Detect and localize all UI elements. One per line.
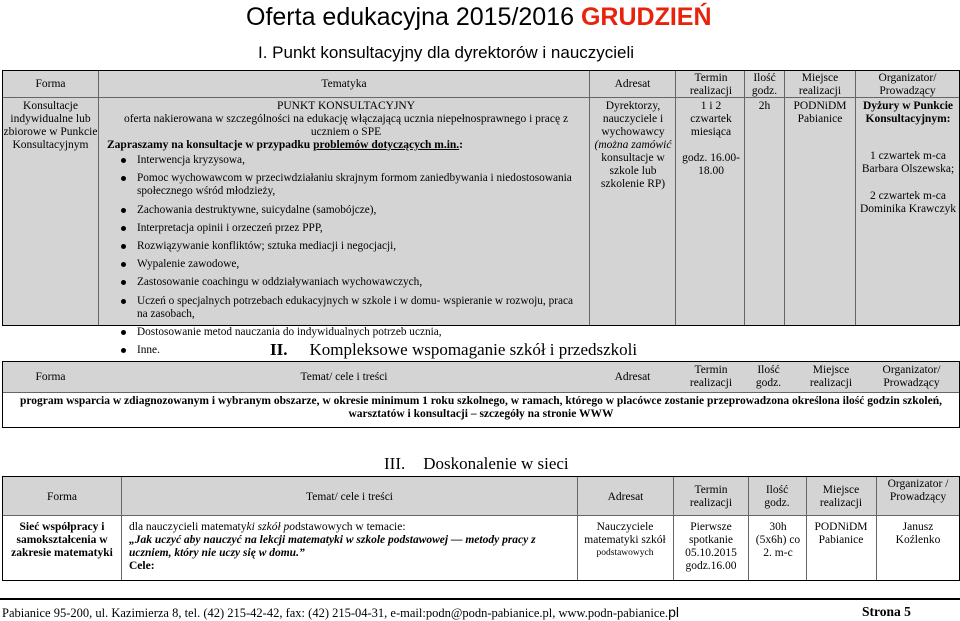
s2-header-temat: Temat/ cele i treści — [300, 371, 388, 383]
footer-address-end: pl — [668, 604, 679, 620]
s3-header-ilosc: Ilość godz. — [764, 484, 790, 509]
s2-header-termin: Termin realizacji — [689, 364, 733, 389]
s1-adresat — [593, 100, 673, 191]
s3-adresat-small: podstawowych — [596, 548, 654, 558]
s3-temat-italic: ki szkół po — [246, 521, 296, 533]
s1-termin — [681, 100, 741, 178]
s1-org-first: 1 czwartek m-ca Barbara Olszewska; — [861, 150, 955, 175]
s2-header-miejsce: Miejsce realizacji — [809, 364, 853, 389]
list-item: Wypalenie zawodowe, — [119, 258, 585, 271]
s3-header-temat: Temat/ cele i treści — [306, 491, 393, 503]
s1-termin-days: 1 i 2 czwartek miesiąca — [690, 100, 732, 138]
list-item: Inne. — [119, 344, 585, 357]
s2-header-ilosc: Ilość godz. — [755, 364, 782, 389]
s3-termin: Pierwsze spotkanie 05.10.2015 godz.16.00 — [685, 521, 737, 572]
s1-header-tematyka: Tematyka — [321, 78, 367, 90]
s1-adresat-italic: (można zamówić — [594, 139, 672, 151]
s3-temat-intro — [129, 521, 569, 534]
page-number: Strona 5 — [862, 604, 911, 619]
s3-heading-num: III. — [384, 454, 406, 473]
s3-temat-post: dstawowych w temacie: — [295, 521, 406, 533]
title-month: GRUDZIEŃ — [580, 3, 712, 31]
s1-adresat-main: Dyrektorzy, nauczyciele i wychowawcy — [601, 100, 665, 138]
section3-table — [2, 476, 960, 581]
s1-org-second: 2 czwartek m-ca Dominika Krawczyk — [859, 190, 957, 215]
list-item: Uczeń o specjalnych potrzebach edukacyjnych w szkole i w domu- wspieranie w rozwoju, praca na zasobach, — [119, 295, 585, 321]
invite-text: Zapraszamy na konsultacje w przypadku — [107, 139, 314, 151]
s1-miejsce: PODNiDM Pabianice — [793, 100, 847, 125]
list-item: Pomoc wychowawcom w przeciwdziałaniu skrajnym formom zaniedbywania i niedostosowania społecznego wśród młodzieży, — [119, 172, 585, 198]
s1-header-adresat: Adresat — [614, 78, 651, 90]
s3-header-termin: Termin realizacji — [689, 484, 733, 509]
s3-temat — [129, 521, 569, 573]
s2-heading-num: II. — [270, 340, 288, 359]
s1-forma: Konsultacje indywidualne lub zbiorowe w Punkcie Konsultacyjnym — [3, 100, 98, 151]
s2-header-adresat: Adresat — [614, 371, 651, 383]
s1-header-ilosc: Ilość godz. — [751, 72, 778, 97]
section1-heading: I. Punkt konsultacyjny dla dyrektorów i nauczycieli — [258, 43, 635, 62]
title-text: Oferta edukacyjna 2015/2016 — [246, 3, 581, 31]
s2-heading-text: Kompleksowe wspomaganie szkół i przedszkoli — [309, 340, 638, 359]
invite-colon: : — [459, 139, 464, 151]
s3-heading-text: Doskonalenie w sieci — [423, 454, 569, 473]
s1-tematyka — [107, 100, 585, 362]
s1-header-miejsce: Miejsce realizacji — [798, 72, 842, 97]
section3-heading — [384, 454, 569, 474]
list-item: Dostosowanie metod nauczania do indywidualnych potrzeb ucznia, — [119, 326, 585, 339]
footer-address-text: Pabianice 95-200, ul. Kazimierza 8, tel. (42) 215-42-42, fax: (42) 215-04-31, e-mail:podn@podn-pabianice.pl, www.podn-pabianice. — [2, 606, 669, 620]
invite-underlined: problemów dotyczących m.in. — [313, 139, 460, 151]
s3-forma: Sieć współpracy i samokształcenia w zakresie matematyki — [11, 521, 113, 559]
s1-topic-list — [119, 154, 585, 357]
section2-table — [2, 361, 960, 428]
s1-header-forma: Forma — [35, 78, 66, 90]
s2-header-forma: Forma — [35, 371, 66, 383]
list-item: Zastosowanie coachingu w oddziaływaniach wychowawczych, — [119, 276, 585, 289]
s1-adresat-rest: konsultacje w szkole lub szkolenie RP) — [600, 152, 666, 190]
s2-header-organizator: Organizator/ Prowadzący — [882, 364, 941, 389]
s3-miejsce: PODNiDM Pabianice — [814, 521, 868, 546]
s3-temat-pre: dla nauczycieli matematy — [129, 521, 247, 533]
s1-tematyka-intro: oferta nakierowana w szczególności na edukację włączającą ucznia niepełnosprawnego i pracę z uczniem o SPE — [123, 113, 569, 138]
s1-org-head: Dyżury w Punkcie Konsultacyjnym: — [862, 100, 954, 125]
list-item: Rozwiązywanie konfliktów; sztuka mediacji i negocjacji, — [119, 240, 585, 253]
s3-header-miejsce: Miejsce realizacji — [819, 484, 863, 509]
s1-header-termin: Termin realizacji — [689, 72, 733, 97]
s3-adresat-main: Nauczyciele matematyki szkół — [584, 521, 666, 546]
s2-body: program wsparcia w zdiagnozowanym i wybranym obszarze, w okresie minimum 1 roku szkolnego, w ramach, którego w placówce zostanie przeprowadzona określona ilość godzin szkoleń, warsztatów i konsultacji – szczegóły na stronie WWW — [20, 395, 942, 420]
s3-header-adresat: Adresat — [607, 491, 644, 503]
s3-adresat — [581, 521, 669, 560]
list-item: Zachowania destruktywne, suicydalne (samobójcze), — [119, 204, 585, 217]
section2-heading — [270, 340, 637, 360]
s1-tematyka-title: PUNKT KONSULTACYJNY — [276, 100, 416, 112]
s3-temat-cele: Cele: — [129, 560, 155, 572]
footer-divider — [0, 598, 960, 600]
list-item: Interwencja kryzysowa, — [119, 154, 585, 167]
s3-header-forma: Forma — [46, 491, 78, 503]
list-item: Interpretacja opinii i orzeczeń przez PPP, — [119, 222, 585, 235]
s3-organizator: Janusz Koźlenko — [895, 521, 941, 546]
s1-tematyka-invite — [107, 139, 585, 152]
footer-address — [2, 604, 679, 621]
s3-temat-title: „Jak uczyć aby nauczyć na lekcji matematyki w szkole podstawowej — metody pracy z uczniem, który nie uczy się w domu.” — [129, 534, 536, 559]
s3-header-organizator: Organizator / Prowadzący — [887, 478, 949, 503]
s1-organizator — [859, 100, 957, 216]
s3-ilosc: 30h (5x6h) co 2. m-c — [755, 521, 801, 559]
page-title — [246, 3, 712, 32]
s1-ilosc: 2h — [758, 100, 771, 112]
s1-header-organizator: Organizator/ Prowadzący — [878, 72, 937, 97]
s1-termin-hours: godz. 16.00-18.00 — [682, 152, 740, 177]
